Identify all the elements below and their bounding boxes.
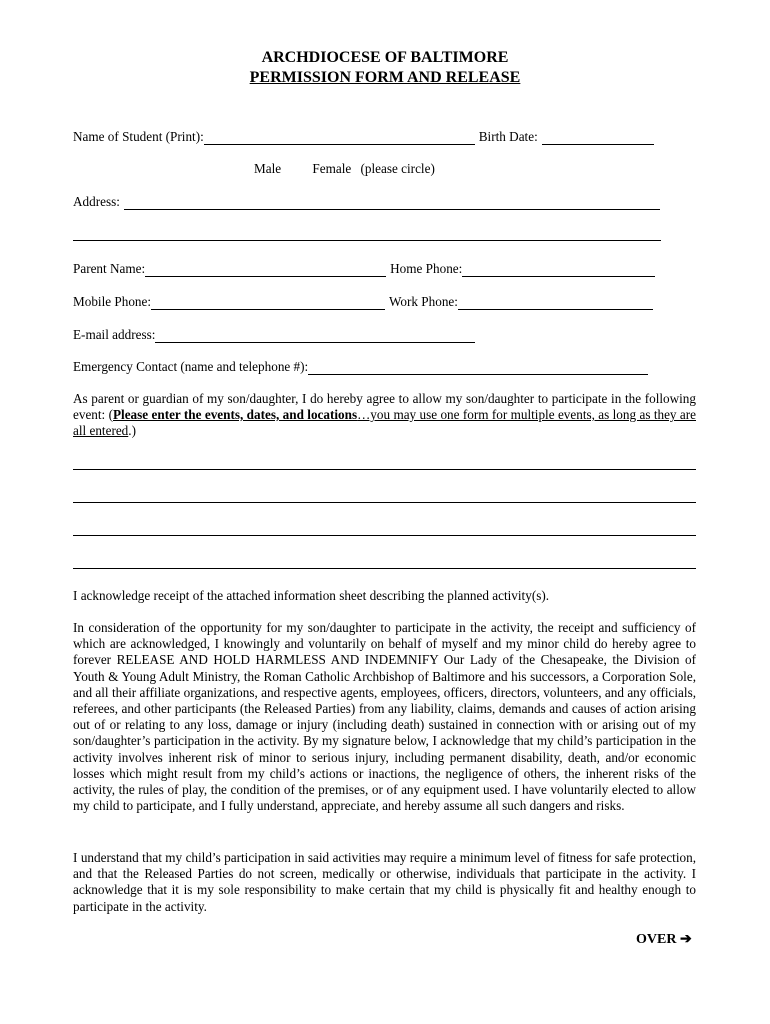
phone-row xyxy=(73,294,653,310)
title-permission-form: PERMISSION FORM AND RELEASE xyxy=(249,69,521,86)
address-row xyxy=(73,194,660,210)
home-phone-label: Home Phone: xyxy=(390,261,463,276)
event-entry-line-4[interactable] xyxy=(73,568,696,569)
emergency-label: Emergency Contact (name and telephone #): xyxy=(73,359,309,374)
event-bold-instruction: Please enter the events, dates, and locations xyxy=(112,407,358,423)
event-entry-line-2[interactable] xyxy=(73,502,696,503)
event-underline-instruction: …you may use one form for multiple events, as long as they are all entered xyxy=(73,407,696,439)
student-name-row xyxy=(73,129,654,145)
right-arrow-icon: ➔ xyxy=(679,932,692,947)
email-label: E-mail address: xyxy=(73,327,156,342)
parent-row xyxy=(73,261,655,277)
work-phone-field[interactable] xyxy=(458,297,653,310)
address-field-line2[interactable] xyxy=(73,240,661,241)
parent-name-field[interactable] xyxy=(145,264,386,277)
parent-name-label: Parent Name: xyxy=(73,261,146,276)
birth-date-label: Birth Date: xyxy=(478,129,538,144)
fitness-paragraph: I understand that my child’s participation in said activities may require a minimum level of fitness for safe protection, and that the Released Parties do not screen, medically or otherwise, individuals that participate in the activity. I acknowledge that it is my sole responsibility to make certain that my child is physically fit and healthy enough to participate in the activity. xyxy=(73,850,696,914)
release-paragraph: In consideration of the opportunity for my son/daughter to participate in the activity, the receipt and sufficiency of which are acknowledged, I knowingly and voluntarily on behalf of myself and my minor child do hereby agree to forever RELEASE AND HOLD HARMLESS AND INDEMNIFY Our Lady of the Chesapeake, the Division of Youth & Young Adult Ministry, the Roman Catholic Archbishop of Baltimore and his successors, a Corporation Sole, and all their affiliate organizations, and respective agents, employees, officers, directors, volunteers, and any officials, referees, and other participants (the Released Parties) from any liability, claims, demands and causes of action arising out of or relating to any loss, damage or injury (including death) sustained in connection with or arising out of my son/daughter’s participation in the activity. By my signature below, I acknowledge that my child’s participation in the activity involves inherent risk of minor to serious injury, including permanent disability, death, and/or economic losses which might result from my child’s actions or inactions, the negligence of others, the inherent risks of the activity, the rules of play, the condition of the premises, or of any equipment used. I have voluntarily elected to allow my child to participate, and I fully understand, appreciate, and hereby assume all such dangers and risks. xyxy=(73,620,696,814)
emergency-row xyxy=(73,359,648,375)
event-intro-text: As parent or guardian of my son/daughter, I do hereby agree to allow my son/daughter to participate in the following event: ( xyxy=(73,391,696,423)
gender-row xyxy=(254,161,463,177)
work-phone-label: Work Phone: xyxy=(389,294,458,309)
event-entry-line-3[interactable] xyxy=(73,535,696,536)
male-option[interactable]: Male xyxy=(254,161,282,176)
over-label: OVER xyxy=(636,932,677,947)
title-archdiocese: ARCHDIOCESE OF BALTIMORE xyxy=(261,49,509,66)
emergency-contact-field[interactable] xyxy=(308,362,648,375)
over-indicator xyxy=(636,931,692,948)
event-closing-text: .) xyxy=(128,423,136,439)
student-name-field[interactable] xyxy=(204,132,475,145)
student-name-label: Name of Student (Print): xyxy=(73,129,204,144)
circle-note: (please circle) xyxy=(360,161,435,176)
email-row xyxy=(73,327,475,343)
home-phone-field[interactable] xyxy=(462,264,655,277)
address-label: Address: xyxy=(73,194,120,209)
event-entry-line-1[interactable] xyxy=(73,469,696,470)
email-field[interactable] xyxy=(155,330,475,343)
acknowledge-paragraph: I acknowledge receipt of the attached information sheet describing the planned activity(s). xyxy=(73,588,550,603)
mobile-phone-field[interactable] xyxy=(151,297,385,310)
birth-date-field[interactable] xyxy=(542,132,654,145)
female-option[interactable]: Female xyxy=(312,161,352,176)
mobile-phone-label: Mobile Phone: xyxy=(73,294,152,309)
event-paragraph xyxy=(73,391,696,440)
address-field-line1[interactable] xyxy=(124,197,660,210)
